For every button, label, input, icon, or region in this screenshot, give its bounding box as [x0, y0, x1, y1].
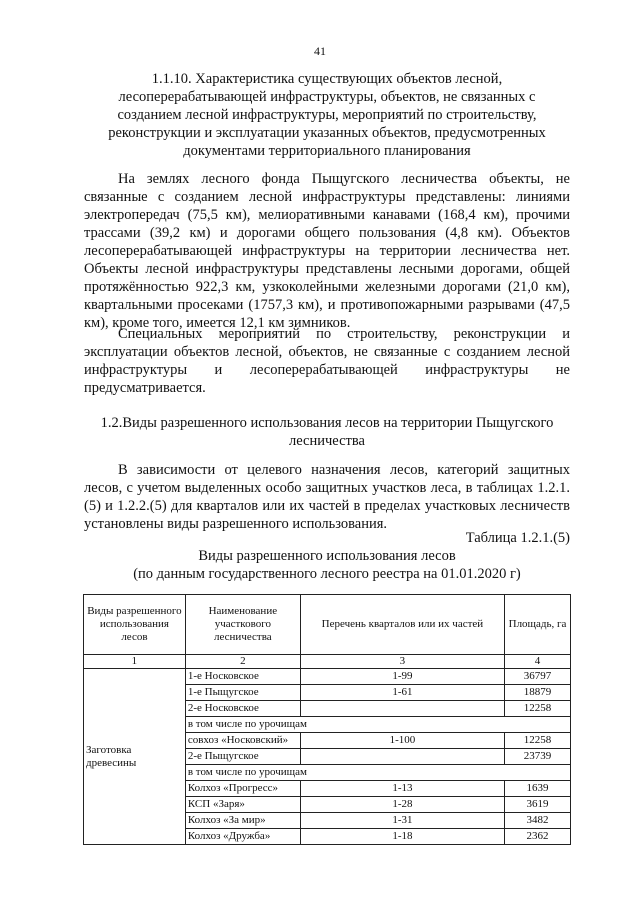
area-cell: 18879 — [505, 685, 571, 701]
column-number: 4 — [505, 655, 571, 669]
column-number: 1 — [84, 655, 186, 669]
column-number: 2 — [185, 655, 300, 669]
column-number: 3 — [300, 655, 504, 669]
area-cell: 3619 — [505, 797, 571, 813]
quarters-cell: 1-13 — [300, 781, 504, 797]
usage-type-cell: Заготовка древесины — [84, 669, 186, 845]
forestry-name-cell: 1-е Пыщугское — [185, 685, 300, 701]
forestry-name-cell: 2-е Пыщугское — [185, 749, 300, 765]
table-header-row — [84, 595, 571, 655]
forestry-name-cell: КСП «Заря» — [185, 797, 300, 813]
usage-table — [83, 594, 571, 845]
paragraph-special-measures: Специальных мероприятий по строительству, реконструкции и эксплуатации объектов лесной, объектов, не связанные с созданием лесной инфраструктуры и лесоперерабатывающей инфраструктуры не предусматривается. — [84, 326, 570, 396]
table-title — [84, 547, 570, 583]
paragraph-infrastructure: На землях лесного фонда Пыщугского лесничества объекты, не связанные с созданием лесной инфраструктуры представлены: линиями электропередач (75,5 км), мелиоративными канавами (168,4 км), прочими трассами (39,2 км) и дорогами общего пользования (4,8 км). Объектов лесоперерабатывающей инфраструктуры на территории лесничества нет. Объекты лесной инфраструктуры представлены лесными дорогами, общей протяжённостью 922,3 км, узкоколейными железными дорогами (21,0 км), квартальными просеками (1757,3 км), и противопожарными разрывами (47,5 км), кроме того, имеется 12,1 км зимников. — [84, 171, 570, 331]
section-heading-1-1-10: 1.1.10. Характеристика существующих объектов лесной, лесоперерабатывающей инфраструктуры, объектов, не связанных с созданием лесной инфраструктуры, мероприятий по строительству, реконструкции и эксплуатации указанных объектов, предусмотренных документами территориального планирования — [108, 71, 546, 159]
table-title-line-2: (по данным государственного лесного реестра на 01.01.2020 г) — [133, 566, 521, 582]
quarters-cell: 1-28 — [300, 797, 504, 813]
subgroup-label-cell: в том числе по урочищам — [185, 717, 570, 733]
section-heading-1-2: 1.2.Виды разрешенного использования лесов на территории Пыщугского лесничества — [100, 415, 554, 449]
quarters-cell: 1-100 — [300, 733, 504, 749]
area-cell: 12258 — [505, 733, 571, 749]
header-forestry-name: Наименование участкового лесничества — [185, 595, 300, 655]
forestry-name-cell: Колхоз «Прогресс» — [185, 781, 300, 797]
area-cell: 3482 — [505, 813, 571, 829]
area-cell: 1639 — [505, 781, 571, 797]
quarters-cell: 1-61 — [300, 685, 504, 701]
quarters-cell: 1-18 — [300, 829, 504, 845]
quarters-cell: 1-31 — [300, 813, 504, 829]
area-cell: 2362 — [505, 829, 571, 845]
table-body — [84, 669, 571, 845]
table-column-numbers-row — [84, 655, 571, 669]
table-number: Таблица 1.2.1.(5) — [465, 530, 570, 546]
header-quarters: Перечень кварталов или их частей — [300, 595, 504, 655]
forestry-name-cell: Колхоз «За мир» — [185, 813, 300, 829]
forestry-name-cell: Колхоз «Дружба» — [185, 829, 300, 845]
paragraph-usage-types: В зависимости от целевого назначения лесов, категорий защитных лесов, с учетом выделенных особо защитных участков леса, в таблицах 1.2.1.(5) и 1.2.2.(5) для кварталов или их частей в пределах участковых лесничеств установлены виды разрешенного использования. — [84, 462, 570, 532]
area-cell: 12258 — [505, 701, 571, 717]
quarters-cell: 1-99 — [300, 669, 504, 685]
table-row — [84, 669, 571, 685]
area-cell: 23739 — [505, 749, 571, 765]
forestry-name-cell: 1-е Носковское — [185, 669, 300, 685]
quarters-cell — [300, 701, 504, 717]
page-number: 41 — [314, 44, 326, 58]
header-usage-type: Виды разрешенного использования лесов — [84, 595, 186, 655]
area-cell: 36797 — [505, 669, 571, 685]
table-title-line-1: Виды разрешенного использования лесов — [198, 548, 456, 564]
forestry-name-cell: совхоз «Носковский» — [185, 733, 300, 749]
forestry-name-cell: 2-е Носковское — [185, 701, 300, 717]
subgroup-label-cell: в том числе по урочищам — [185, 765, 570, 781]
header-area: Площадь, га — [505, 595, 571, 655]
quarters-cell — [300, 749, 504, 765]
